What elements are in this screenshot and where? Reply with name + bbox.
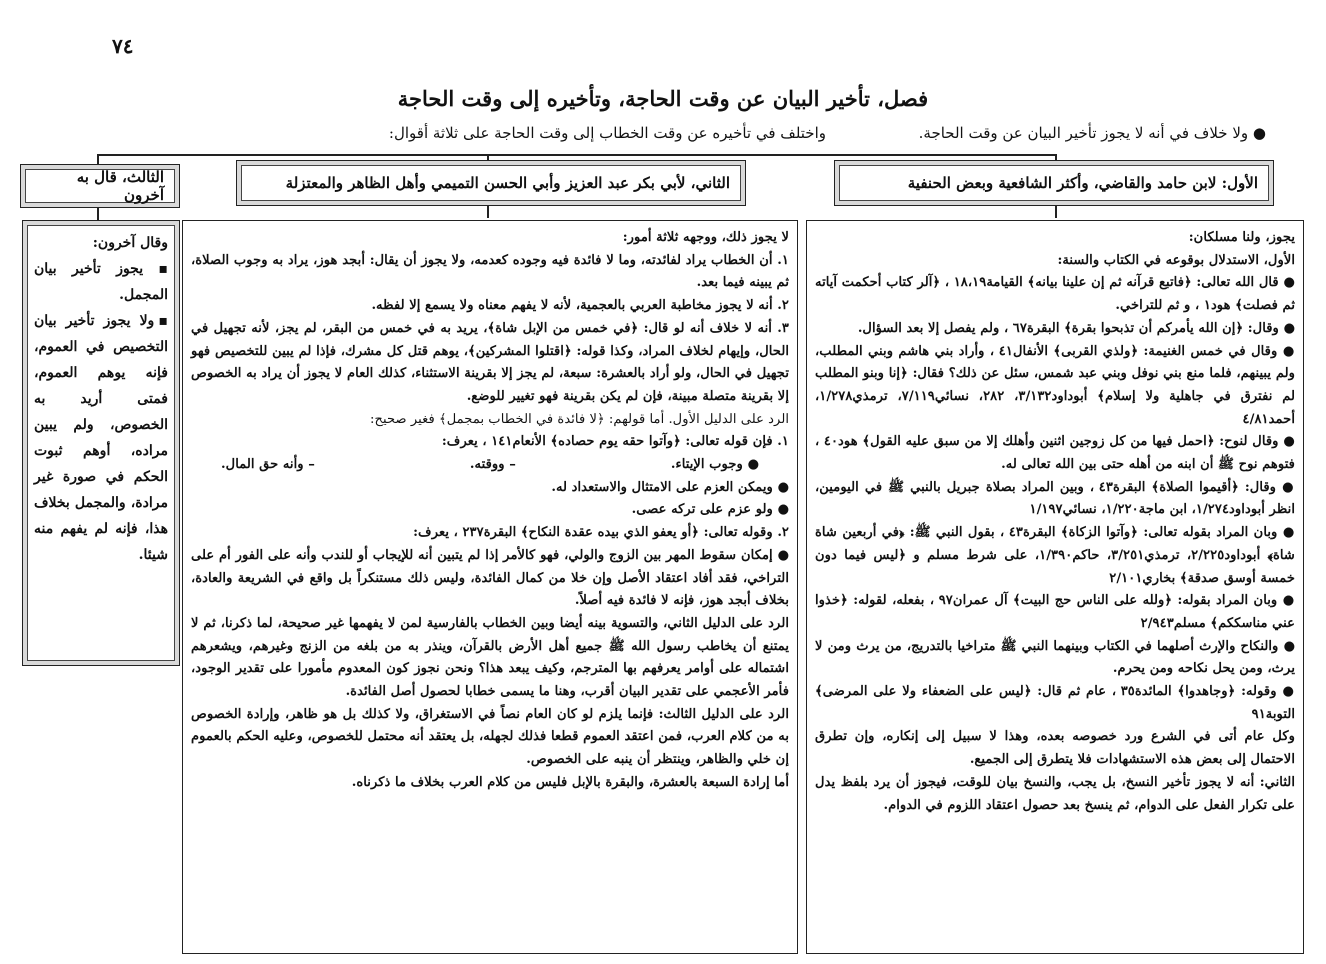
column-third — [22, 220, 180, 666]
connector-third — [97, 154, 99, 164]
second-point-2: ٢. أنه لا يجوز مخاطبة العربي بالعجمية، لأنه لا يفهم معناه ولا يسمع إلا لفظه. — [371, 298, 789, 314]
connector-second-down — [487, 206, 489, 218]
reply1-row-item: – وأنه حق المال. — [221, 457, 315, 473]
reply1-row-item: – ووقته. — [469, 457, 516, 473]
header-second-label: الثاني، لأبي بكر عبد العزيز وأبي الحسن التميمي وأهل الظاهر والمعتزلة — [285, 174, 730, 192]
first-para: يجوز، ولنا مسلكان: — [1188, 230, 1295, 245]
second-point-3: ٣. أنه لا خلاف أنه لو قال: ﴿في خمس من الإبل شاة﴾، يريد به في خمس من البقر، لم يجز، لأنه تجهيل في الحال، وإيهام لخلاف المراد، وكذا قوله: ﴿اقتلوا المشركين﴾، يوهم قتل كل مشرك، فإذا لم يبين للتخصيص فهو تجهيل في الحال، ولو أراد بالعشرة: سبعة، لم يجز إلا بقرينة الاستثناء، كذلك العام لا يجوز أن يراد به الخصوص إلا بقرينة متصلة مبينة، فإن لم يكن بقرينة فهو تغيير للوضع. — [191, 320, 789, 404]
header-third-label: الثالث، قال به آخرون — [76, 168, 164, 204]
reply1-bullet: ● ولو عزم على تركه عصى. — [631, 502, 789, 518]
first-para: الثاني: أنه لا يجوز تأخير النسخ، بل يجب، والنسخ بيان للوقت، فيجوز أن يرد بلفظ يدل على تكرار الفعل على الدوام، ثم ينسخ بعد حصول اعتقاد اللزوم في الدوام. — [815, 774, 1295, 813]
intro-line-1: ● ولا خلاف في أنه لا يجوز تأخير البيان عن وقت الحاجة. — [918, 124, 1266, 142]
connector-horizontal — [97, 154, 1057, 156]
reply1-point-2: ٢. وقوله تعالى: ﴿أو يعفو الذي بيده عقدة النكاح﴾ البقرة٢٣٧ ، يعرف: — [413, 525, 789, 541]
reply1-intro: الرد على الدليل الأول. أما قولهم: ﴿لا فائدة في الخطاب بمجمل﴾ فغير صحيح: — [370, 411, 789, 427]
reply2: الرد على الدليل الثاني، والتسوية بينه أيضا وبين الخطاب بالفارسية لمن لا يفهمها غير صحيحة، لما ذكرنا، ثم لا يمتنع أن يخاطب رسول الله ﷺ جميع أهل الأرض بالقرآن، وينذر به من بلغه من الزنج وغيرهم، ويشعرهم اشتماله على أوامر يعرفهم بها المترجم، وكيف يبعد هذا؟ ونحن نجوز كون المعدوم مأمورا على تقدير الوجود، فأمر الأعجمي على تقدير البيان أقرب، وهنا ما يسمى خطابا لحصول أصل الفائدة. — [191, 615, 789, 700]
third-bullet-2: ▪ولا يجوز تأخير بيان التخصيص في العموم، فإنه يوهم العموم، فمتى أريد به الخصوص، ولم يبين مراده، أوهم ثبوت الحكم في صورة غير مرادة، والمجمل بخلاف هذا، فإنه لم يفهم منه شيئا. — [34, 313, 168, 563]
first-para: ● وقال في خمس الغنيمة: ﴿ولذي القربى﴾ الأنفال٤١ ، وأراد بني هاشم وبني المطلب، ولم يبينهم، فلما منع بني نوفل وبني عبد شمس، سئل عن ذلك؟ فقال: ﴿إنا وبنو المطلب لم نفترق في جاهلية ولا إسلام﴾ أبوداود٣/١٣٢، ٢٨٢، نسائي٧/١١٩، ترمذي١/٢٧٨، أحمد٤/٨١ — [815, 343, 1295, 427]
first-para: الأول، الاستدلال بوقوعه في الكتاب والسنة: — [1057, 252, 1295, 268]
first-para: ● وقال: ﴿أقيموا الصلاة﴾ البقرة٤٣ ، وبين المراد بصلاة جبريل بالنبي ﷺ في اليومين، انظر أبوداود١/٢٧٤، ابن ماجة١/٢٢٠، نسائي١/١٩٧ — [815, 479, 1295, 518]
second-intro: لا يجوز ذلك، ووجهه ثلاثة أمور: — [622, 230, 789, 245]
third-intro: وقال آخرون: — [92, 235, 168, 251]
reply1-point-1: ١. فإن قوله تعالى: ﴿وآتوا حقه يوم حصاده﴾ الأنعام١٤١ ، يعرف: — [441, 434, 789, 450]
reply3: الرد على الدليل الثالث: فإنما يلزم لو كان العام نصاً في الاستغراق، ولا كذلك بل هو ظاهر، وإرادة الخصوص به من كلام العرب، فمن اعتقد العموم قطعا فذلك لجهله، بل يعتقد أنه محتمل للخصوص، وعليه الحكم بالعموم إن خلي والظاهر، وينتظر أن ينبه على الخصوص. — [191, 706, 789, 768]
third-bullet-1: ▪ يجوز تأخير بيان المجمل. — [34, 261, 168, 303]
header-third — [20, 164, 180, 208]
column-second — [182, 220, 798, 954]
first-para: ● والنكاح والإرث أصلهما في الكتاب وبينهما النبي ﷺ متراخيا بالتدريج، من يرث ومن لا يرث، ومن يحل نكاحه ومن يحرم. — [815, 638, 1295, 677]
reply1-row-item: ● وجوب الإيتاء. — [670, 457, 759, 473]
first-para: وكل عام أتى في الشرع ورد خصوصه بعده، وهذا لا سبيل إلى إنكاره، وإن تطرق الاحتمال إلى بعض هذه الاستشهادات فلا يتطرق إلى الجميع. — [815, 729, 1295, 768]
second-point-1: ١. أن الخطاب يراد لفائدته، وما لا فائدة فيه وجوده كعدمه، ولا يجوز أن يقال: أبجد هوز، يراد به وجوب الصلاة، ثم يبينه فيما بعد. — [191, 252, 789, 291]
first-para: ● وقوله: ﴿وجاهدوا﴾ المائدة٣٥ ، عام ثم قال: ﴿ليس على الضعفاء ولا على المرضى﴾ التوبة٩١ — [815, 684, 1295, 722]
page-number: ٧٤ — [112, 34, 134, 58]
first-para: ● وقال: ﴿إن الله يأمركم أن تذبحوا بقرة﴾ البقرة٦٧ ، ولم يفصل إلا بعد السؤال. — [857, 320, 1295, 336]
reply1-bullet: ● ويمكن العزم على الامتثال والاستعداد له. — [551, 479, 789, 495]
page-title: فصل، تأخير البيان عن وقت الحاجة، وتأخيره إلى وقت الحاجة — [397, 86, 929, 111]
connector-first-down — [1055, 206, 1057, 218]
first-para: ● وبان المراد بقوله: ﴿ولله على الناس حج البيت﴾ آل عمران٩٧ ، بفعله، لقوله: ﴿خذوا عني مناسككم﴾ مسلم٢/٩٤٣ — [815, 593, 1295, 631]
first-para: ● قال الله تعالى: ﴿فاتبع قرآنه ثم إن علينا بيانه﴾ القيامة١٨،١٩ ، ﴿آلر كتاب أحكمت آياته ثم فصلت﴾ هود١ ، و ثم للتراخي. — [815, 275, 1295, 314]
intro-line-2: واختلف في تأخيره عن وقت الخطاب إلى وقت الحاجة على ثلاثة أقوال: — [388, 124, 826, 142]
first-para: ● وقال لنوح: ﴿احمل فيها من كل زوجين اثنين وأهلك إلا من سبق عليه القول﴾ هود٤٠ ، فتوهم نوح ﷺ أن ابنه من أهله حتى بين الله تعالى له. — [815, 434, 1295, 473]
connector-third-down — [97, 208, 99, 220]
header-first — [834, 160, 1274, 206]
header-second — [236, 160, 746, 206]
reply1-row — [191, 454, 789, 477]
header-first-label: الأول: لابن حامد والقاضي، وأكثر الشافعية وبعض الحنفية — [907, 174, 1258, 192]
first-para: ● وبان المراد بقوله تعالى: ﴿وآتوا الزكاة﴾ البقرة٤٣ ، بقول النبي ﷺ: ﴿في أربعين شاة شاة﴾ أبوداود٢/٢٢٥، ترمذي٣/٢٥١، حاكم١/٣٩٠، على شرط مسلم و ﴿ليس فيما دون خمسة أوسق صدقة﴾ بخاري٢/١٠١ — [815, 525, 1295, 586]
reply1-point-2-bullet: ● إمكان سقوط المهر بين الزوج والولي، فهو كالأمر إذا لم يتبين أنه للإيجاب أو للندب وأنه على الفور أم على التراخي، فقد أفاد اعتقاد الأصل وإن خلا من كمال الفائدة، وليس ذلك مستنكراً بل واقع في الشريعة والعادة، بخلاف أبجد هوز، فإنه لا فائدة فيه أصلاً. — [191, 547, 789, 609]
column-first — [806, 220, 1304, 954]
reply3-end: أما إرادة السبعة بالعشرة، والبقرة بالإبل فليس من كلام العرب بخلاف ما ذكرناه. — [351, 774, 789, 790]
